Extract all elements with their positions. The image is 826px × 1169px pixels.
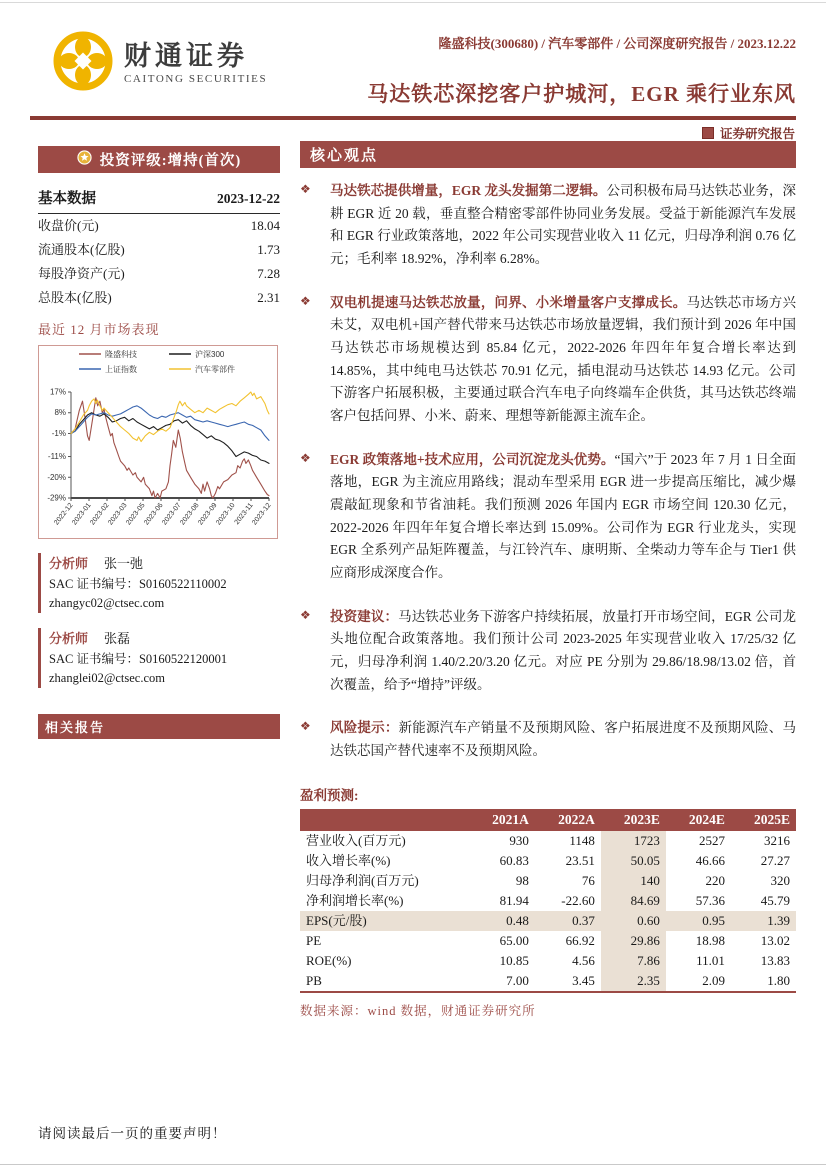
- analyst-block: [38, 628, 280, 688]
- forecast-cell: 57.36: [695, 893, 725, 909]
- forecast-cell: 27.27: [760, 853, 790, 869]
- forecast-row: [300, 951, 796, 971]
- svg-text:2023-07: 2023-07: [161, 501, 183, 527]
- svg-text:沪深300: 沪深300: [195, 350, 225, 359]
- forecast-header-cell: 2024E: [666, 809, 731, 831]
- bullet-body: 公司积极布局马达铁芯业务，深耕 EGR 近 20 载，垂直整合精密零部件协同业务发展。受益于新能源汽车发展和 EGR 行业政策落地，2022 年公司实现营业收入 11 亿元，归母净利润 0.76 亿元；毛利率 18.92%，净利率 6.28%。: [330, 183, 796, 267]
- forecast-cell: 81.94: [499, 893, 529, 909]
- rating-badge-icon: [77, 150, 92, 170]
- svg-text:17%: 17%: [49, 387, 66, 397]
- basic-data-row-value: 18.04: [250, 218, 280, 233]
- market-performance-chart: [38, 345, 278, 539]
- bullet-text: [330, 606, 796, 697]
- svg-text:2023-09: 2023-09: [197, 501, 219, 527]
- bullet-lead: 风险提示：: [330, 720, 399, 736]
- core-bullets: [300, 180, 796, 763]
- footer-disclaimer: 请阅读最后一页的重要声明！: [38, 1126, 227, 1141]
- rating-banner: [38, 146, 280, 173]
- forecast-cell: 220: [705, 873, 725, 889]
- basic-data-row-label: 流通股本(亿股): [38, 242, 125, 257]
- brand-name-en: CAITONG SECURITIES: [124, 72, 268, 85]
- forecast-cell: 84.69: [601, 891, 666, 911]
- analyst-list: [38, 553, 280, 688]
- brand-emblem-icon: [52, 30, 114, 97]
- brand-logo: [52, 30, 267, 97]
- bullet-diamond-icon: ❖: [300, 607, 311, 622]
- page-edge-top: [0, 2, 826, 3]
- bullet-lead: EGR 政策落地+技术应用，公司沉淀龙头优势。: [330, 451, 615, 467]
- forecast-cell: 7.00: [469, 971, 535, 992]
- forecast-header-cell: 2025E: [731, 809, 796, 831]
- core-bullet: [300, 606, 796, 697]
- svg-text:2023-11: 2023-11: [233, 501, 255, 527]
- bullet-lead: 投资建议：: [330, 608, 399, 624]
- forecast-row-label: 收入增长率(%): [306, 853, 391, 869]
- report-title: 马达铁芯深挖客户护城河，EGR 乘行业东风: [367, 82, 796, 106]
- svg-text:2023-01: 2023-01: [71, 501, 93, 527]
- forecast-cell: 76: [581, 873, 595, 889]
- forecast-cell: 10.85: [499, 953, 529, 969]
- analyst-block: [38, 553, 280, 613]
- report-tag-icon: [702, 127, 714, 139]
- forecast-row: [300, 911, 796, 931]
- svg-text:2023-05: 2023-05: [125, 501, 147, 527]
- analyst-sac-number: SAC 证书编号：S0160522120001: [49, 652, 228, 666]
- svg-text:2023-03: 2023-03: [107, 501, 129, 527]
- forecast-cell: 3216: [764, 833, 790, 849]
- forecast-header-cell: 2023E: [601, 809, 666, 831]
- forecast-cell: 3.45: [535, 971, 601, 992]
- forecast-cell: 320: [770, 873, 790, 889]
- basic-data-row-label: 收盘价(元): [38, 218, 99, 233]
- forecast-row-label: PB: [300, 971, 469, 992]
- forecast-cell: 0.48: [469, 911, 535, 931]
- analyst-sac-number: SAC 证书编号：S0160522110002: [49, 577, 227, 591]
- header-rule: [30, 116, 796, 120]
- report-meta: 隆盛科技(300680) / 汽车零部件 / 公司深度研究报告 / 2023.12.22: [438, 36, 796, 51]
- rating-banner-label: 投资评级:增持(首次): [99, 153, 242, 169]
- svg-text:2022-12: 2022-12: [53, 501, 75, 527]
- svg-text:-20%: -20%: [47, 472, 66, 482]
- data-source-note: 数据来源：wind 数据，财通证券研究所: [300, 1003, 536, 1018]
- bullet-text: [330, 292, 796, 428]
- analyst-role-label: 分析师: [49, 556, 89, 571]
- forecast-row: [300, 871, 796, 891]
- header-right: [266, 33, 796, 108]
- forecast-cell: 930: [509, 833, 529, 849]
- forecast-cell: 1.39: [731, 911, 796, 931]
- market-performance-label: 最近 12 月市场表现: [38, 322, 160, 337]
- forecast-row: [300, 831, 796, 851]
- forecast-cell: 98: [515, 873, 529, 889]
- forecast-cell: 18.98: [695, 933, 725, 949]
- forecast-cell: 0.37: [535, 911, 601, 931]
- bullet-body: 马达铁芯市场方兴未艾，双电机+国产替代带来马达铁芯市场放量逻辑，我们预计到 2026 年中国马达铁芯市场规模达到 85.84 亿元，2022-2026 年四年年复合增长率达到 14.85%，其中纯电马达铁芯 70.91 亿元，插电混动马达铁芯 14.93 亿元。公司下游客户拓展积极，主要通过联合汽车电子向终端车企供货，其马达铁芯终端客户包括问界、小米、蔚来、理想等新能源主流车企。: [330, 294, 797, 424]
- forecast-cell: 13.83: [760, 953, 790, 969]
- svg-text:隆盛科技: 隆盛科技: [105, 350, 137, 359]
- analyst-name-row: [49, 628, 280, 647]
- svg-text:汽车零部件: 汽车零部件: [195, 365, 235, 374]
- analyst-name-row: [49, 553, 280, 572]
- basic-data-row: [38, 286, 280, 310]
- forecast-cell: -22.60: [561, 893, 595, 909]
- forecast-row-label: 营业收入(百万元): [306, 833, 406, 849]
- core-bullet: [300, 449, 796, 585]
- forecast-cell: 0.95: [666, 911, 731, 931]
- svg-text:2023-02: 2023-02: [89, 501, 111, 527]
- forecast-cell: 1723: [601, 831, 666, 851]
- bullet-diamond-icon: ❖: [300, 450, 311, 465]
- forecast-row-label: 净利润增长率(%): [306, 893, 404, 909]
- svg-text:上证指数: 上证指数: [105, 365, 137, 374]
- bullet-diamond-icon: ❖: [300, 182, 311, 196]
- forecast-header-row: [300, 809, 796, 831]
- forecast-header-cell: [300, 809, 469, 831]
- bullet-body: 新能源汽车产销量不及预期风险、客户拓展进度不及预期风险、马达铁芯国产替代速率不及预期风险。: [330, 720, 797, 759]
- analyst-name: 张磊: [104, 631, 131, 646]
- forecast-cell: 1.80: [731, 971, 796, 992]
- forecast-cell: 60.83: [499, 853, 529, 869]
- core-bullet: [300, 180, 796, 271]
- core-bullet: [300, 292, 796, 428]
- forecast-cell: 66.92: [565, 933, 595, 949]
- basic-data-title: 基本数据: [38, 191, 96, 207]
- svg-text:2023-08: 2023-08: [179, 501, 201, 527]
- bullet-body: “国六”于 2023 年 7 月 1 日全面落地，EGR 为主流应用路线；混动车型采用 EGR 进一步提高压缩比，减少爆震敲缸现象和节省油耗。我们预测 2026 年国内 EGR 市场空间 120.30 亿元，2022-2026 年四年年复合增长率达到 15.09%。公司作为 EGR 行业龙头，实现 EGR 全系列产品矩阵覆盖，与江铃汽车、康明斯、全柴动力等车企与 Tier1 供应商形成深度合作。: [330, 451, 797, 581]
- forecast-row-label: ROE(%): [306, 953, 352, 969]
- basic-data-row: [38, 238, 280, 262]
- forecast-table: [300, 809, 796, 993]
- forecast-cell: 65.00: [499, 933, 529, 949]
- basic-data-row-label: 总股本(亿股): [38, 290, 112, 305]
- svg-text:-1%: -1%: [51, 428, 66, 438]
- forecast-cell: 0.60: [601, 911, 666, 931]
- forecast-cell: 13.02: [760, 933, 790, 949]
- forecast-row: [300, 891, 796, 911]
- basic-data-rows: [38, 214, 280, 310]
- forecast-cell: 23.51: [565, 853, 595, 869]
- forecast-cell: 140: [601, 871, 666, 891]
- forecast-row-label: EPS(元/股): [300, 911, 469, 931]
- basic-data-row: [38, 214, 280, 238]
- core-viewpoints-banner: 核心观点: [300, 141, 796, 168]
- svg-text:-11%: -11%: [47, 452, 66, 462]
- forecast-cell: 2.09: [666, 971, 731, 992]
- analyst-email: zhanglei02@ctsec.com: [49, 671, 165, 685]
- svg-text:2023-12: 2023-12: [251, 501, 273, 527]
- page-edge-bottom: [0, 1164, 826, 1165]
- bullet-body: 马达铁芯业务下游客户持续拓展，放量打开市场空间，EGR 公司龙头地位配合政策落地。我们预计公司 2023-2025 年实现营业收入 17/25/32 亿元，归母净利润 1.40/2.20/3.20 亿元。对应 PE 分别为 29.86/18.98/13.02 倍，首次覆盖，给予“增持”评级。: [330, 608, 797, 692]
- forecast-row: [300, 971, 796, 992]
- core-bullet: [300, 717, 796, 762]
- forecast-cell: 46.66: [695, 853, 725, 869]
- bullet-lead: 马达铁芯提供增量，EGR 龙头发掘第二逻辑。: [330, 183, 607, 198]
- forecast-cell: 4.56: [572, 953, 595, 969]
- main-content: [300, 141, 796, 1019]
- forecast-header-cell: 2021A: [469, 809, 535, 831]
- forecast-row-label: 归母净利润(百万元): [306, 873, 419, 889]
- forecast-cell: 7.86: [601, 951, 666, 971]
- bullet-lead: 双电机提速马达铁芯放量，问界、小米增量客户支撑成长。: [330, 294, 687, 310]
- forecast-table-head: [300, 809, 796, 831]
- forecast-header-cell: 2022A: [535, 809, 601, 831]
- bullet-diamond-icon: ❖: [300, 293, 311, 308]
- basic-data-row-value: 2.31: [257, 290, 280, 305]
- report-tag: [702, 124, 795, 142]
- sidebar: [38, 146, 280, 739]
- basic-data-header: [38, 177, 280, 214]
- report-tag-label: 证券研究报告: [719, 127, 795, 141]
- basic-data-date: 2023-12-22: [217, 191, 280, 206]
- profit-forecast-label: 盈利预测:: [300, 787, 359, 803]
- svg-text:2023-10: 2023-10: [215, 501, 237, 527]
- forecast-cell: 1148: [569, 833, 595, 849]
- forecast-cell: 2.35: [601, 971, 666, 992]
- related-reports-banner: 相关报告: [38, 714, 280, 739]
- forecast-cell: 45.79: [760, 893, 790, 909]
- bullet-text: [330, 449, 796, 585]
- bullet-text: [330, 180, 796, 271]
- svg-text:8%: 8%: [54, 408, 66, 418]
- bullet-text: [330, 717, 796, 762]
- basic-data-row-value: 7.28: [257, 266, 280, 281]
- basic-data-row-label: 每股净资产(元): [38, 266, 125, 281]
- forecast-row-label: PE: [306, 933, 322, 949]
- bullet-diamond-icon: ❖: [300, 719, 311, 734]
- basic-data-row-value: 1.73: [257, 242, 280, 257]
- analyst-name: 张一弛: [104, 556, 144, 571]
- forecast-cell: 50.05: [601, 851, 666, 871]
- forecast-cell: 29.86: [601, 931, 666, 951]
- analyst-email: zhangyc02@ctsec.com: [49, 596, 165, 610]
- forecast-cell: 2527: [698, 833, 725, 849]
- brand-name-cn: 财通证券: [124, 41, 248, 72]
- basic-data-row: [38, 262, 280, 286]
- forecast-cell: 11.01: [696, 953, 725, 969]
- forecast-row: [300, 931, 796, 951]
- svg-text:2023-06: 2023-06: [143, 501, 165, 527]
- forecast-row: [300, 851, 796, 871]
- brand-text: [124, 42, 267, 84]
- svg-text:-29%: -29%: [47, 493, 66, 503]
- forecast-table-body: [300, 831, 796, 992]
- analyst-role-label: 分析师: [49, 631, 89, 646]
